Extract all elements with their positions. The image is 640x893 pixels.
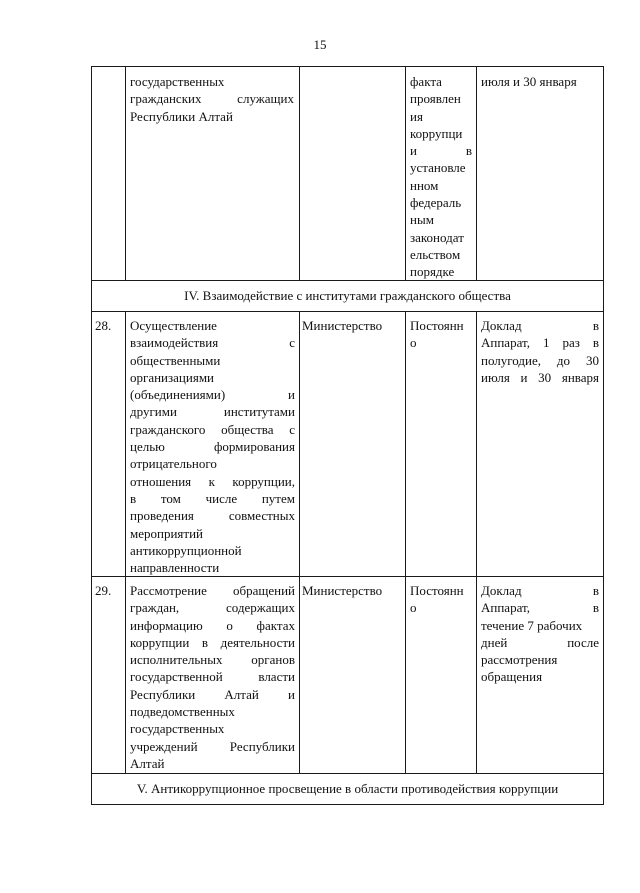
text-line: отрицательного	[130, 456, 217, 472]
text-line: целью формирования	[130, 439, 295, 455]
text-line: общественными	[130, 352, 221, 368]
text-line: о	[410, 600, 417, 616]
text-line: гражданских служащих	[130, 91, 294, 107]
text-line: ия	[410, 108, 423, 124]
text-line: Доклад в	[481, 318, 599, 333]
text-line: обращения	[481, 669, 543, 685]
text-word: в	[465, 143, 472, 159]
column-divider	[125, 311, 126, 773]
text-line: коррупци	[410, 125, 463, 141]
text-line: информацию о фактах	[130, 617, 295, 633]
row-29-event	[130, 582, 295, 772]
text-line: коррупции в деятельности	[130, 634, 295, 650]
text-line: подведомственных	[130, 704, 235, 720]
text-line: Республики Алтай	[130, 108, 233, 124]
text-line: о	[410, 335, 417, 351]
text-line: факта	[410, 74, 442, 89]
text-line-split	[410, 142, 472, 159]
text-line: законодат	[410, 229, 464, 245]
text-line: взаимодействия с	[130, 335, 295, 351]
text-line: проявлен	[410, 91, 461, 107]
text-line: мероприятий	[130, 525, 203, 541]
continued-event-cell	[130, 73, 294, 125]
text-line: дней после	[481, 634, 599, 650]
text-line: Осуществление	[130, 318, 217, 333]
text-line: граждан, содержащих	[130, 600, 295, 616]
row-28-term	[410, 317, 474, 352]
text-line: рассмотрения	[481, 652, 558, 668]
row-28-executor: Министерство	[302, 318, 383, 333]
column-divider	[125, 67, 126, 280]
text-line: в том числе путем	[130, 490, 295, 506]
text-line: антикоррупционной	[130, 542, 242, 558]
column-divider	[476, 311, 477, 773]
text-line: государственных	[130, 721, 225, 737]
page-number: 15	[313, 37, 327, 52]
text-word: и	[410, 143, 417, 159]
text-line: государственных	[130, 74, 225, 89]
row-29-number: 29.	[95, 583, 112, 598]
text-line: Рассмотрение обращений	[130, 583, 295, 598]
text-line: Аппарат, в	[481, 600, 599, 616]
section-4-title: IV. Взаимодействие с институтами гражданского общества	[184, 288, 511, 303]
text-line: течение 7 рабочих	[481, 617, 583, 633]
text-line: полугодие, до 30	[481, 352, 599, 368]
text-line: Республики Алтай и	[130, 686, 295, 702]
text-line: Доклад в	[481, 583, 599, 598]
text-line: июля и 30 января	[481, 369, 599, 385]
text-line: Аппарат, 1 раз в	[481, 335, 599, 351]
text-line: отношения к коррупции,	[130, 473, 295, 489]
column-divider	[299, 311, 300, 773]
text-line: направленности	[130, 560, 220, 576]
row-28-report	[481, 317, 599, 386]
row-28-number: 28.	[95, 318, 112, 333]
column-divider	[299, 67, 300, 280]
column-divider	[476, 67, 477, 280]
column-divider	[405, 67, 406, 280]
text-line: учреждений Республики	[130, 738, 295, 754]
text-line: организациями	[130, 369, 214, 385]
continued-report-cell	[481, 73, 599, 90]
text-line: нном	[410, 177, 439, 193]
text-line: Алтай	[130, 755, 165, 771]
row-divider	[92, 773, 603, 774]
text-line: ным	[410, 212, 434, 228]
continued-result-cell	[410, 73, 472, 281]
row-divider	[92, 311, 603, 312]
text-line: установле	[410, 160, 466, 176]
column-divider	[405, 311, 406, 773]
text-line: порядке	[410, 264, 455, 280]
section-5-title: V. Антикоррупционное просвещение в области противодействия коррупции	[136, 781, 559, 796]
row-29-executor: Министерство	[302, 583, 383, 598]
text-line: исполнительных органов	[130, 652, 295, 668]
row-29-report	[481, 582, 599, 686]
row-divider	[92, 280, 603, 281]
text-line: государственной власти	[130, 669, 295, 685]
row-29-term	[410, 582, 474, 617]
text-line: проведения совместных	[130, 508, 295, 524]
text-line: (объединениями) и	[130, 387, 295, 403]
text-line: гражданского общества с	[130, 421, 295, 437]
text-line: другими институтами	[130, 404, 295, 420]
text-line: федераль	[410, 195, 462, 211]
text-line: ельством	[410, 246, 461, 262]
text-line: Постоянн	[410, 583, 464, 598]
row-28-event	[130, 317, 295, 576]
text-line: Постоянн	[410, 318, 464, 333]
measures-table	[91, 66, 604, 805]
text-line: июля и 30 января	[481, 74, 577, 89]
